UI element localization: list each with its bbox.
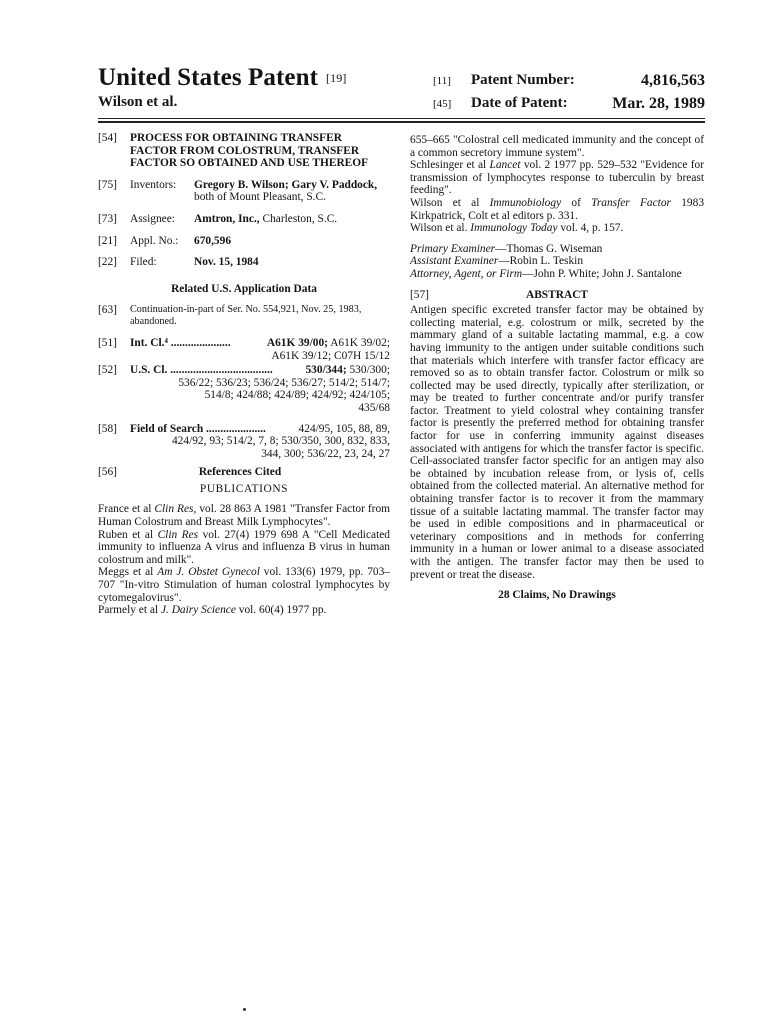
ref-details: vol. 27(4) 1979 698 A "Cell Medicated immunity to influenza A virus and influenza B virus in human colostrum and milk". [98, 528, 390, 566]
reference-item [98, 604, 390, 617]
invention-title: PROCESS FOR OBTAINING TRANSFER FACTOR FROM COLOSTRUM, TRANSFER FACTOR SO OBTAINED AND USE THEREOF [130, 132, 369, 170]
patent-number-row [433, 72, 705, 90]
assignee-label: Assignee: [130, 212, 175, 225]
patent-number-label: Patent Number: [471, 72, 575, 88]
attorney-name: —John P. White; John J. Santalone [522, 267, 682, 280]
field-of-search-label: Field of Search ..................... [130, 422, 266, 435]
field-code: [54] [98, 132, 117, 144]
filed-field [98, 256, 390, 269]
field-code: [51] [98, 336, 117, 349]
reference-item [98, 503, 390, 528]
assignee-field [98, 213, 390, 226]
ref-details: vol. 28 863 A 1981 "Transfer Factor from Human Colostrum and Breast Milk Lymphocytes". [98, 503, 390, 529]
left-column [98, 132, 390, 617]
ref-authors: France et al [98, 503, 155, 516]
field-of-search-line-1: 424/95, 105, 88, 89, [298, 422, 390, 435]
ref-authors: Ruben et al [98, 528, 158, 541]
date-of-patent: Mar. 28, 1989 [612, 95, 705, 112]
ref-details: vol. 60(4) 1977 pp. [235, 604, 327, 617]
field-code: [75] [98, 178, 117, 191]
attorney-label: Attorney, Agent, or Firm [410, 267, 523, 280]
ref-authors: Wilson et al [410, 196, 490, 209]
authors: Wilson et al. [98, 94, 178, 110]
int-cl-rest: A61K 39/02; [330, 336, 390, 349]
field-code: [56] [98, 466, 117, 479]
abstract-text: Antigen specific excreted transfer factor may be obtained by collecting material, e.g. colostrum or milk, secreted by the mammary gland of a suitable lactating mammal, e.g. a cow having immunity to the antigen under suitable conditions such that materials which interfere with transfer factor efficacy are removed so as to obtain transfer factor. Colostrum or milk so collected may be used directly, typically after sterilization, or may be treated to further concentrate and/or purify transfer factor. Treatment to yield colostral whey containing transfer factor is presently the preferred method for obtaining transfer factor for use in conferring immunity against diseases associated with antigens for which the transfer factor is specific. Cell-associated transfer factor specific for an antigen may also be obtained by incubation release from, or lysis of, cells obtained from the collected material. An alternative method for obtaining transfer factor is to recover it from the mammary tissue of a suitable lactating mammal. The transfer factor may be used in edible compositions and in pharmaceutical or veterinary compositions and in methods for conferring immunity in a human or lower animal to a disease associated with the antigen. The transfer factor may then be used to prevent or treat the disease. [410, 304, 704, 581]
continuation-field [98, 304, 390, 328]
field-code: [52] [98, 364, 117, 377]
us-cl-label: U.S. Cl. .................................... [130, 364, 273, 377]
field-of-search-line-2: 424/92, 93; 514/2, 7, 8; 530/350, 300, 832, 833, [171, 435, 390, 448]
date-of-patent-row [433, 95, 705, 113]
field-code: [73] [98, 212, 117, 225]
abstract-heading-row [410, 289, 704, 302]
ref-authors: Parmely et al [98, 604, 161, 617]
ref-details: vol. 4, p. 157. [557, 222, 624, 235]
ref-connector: of [561, 196, 592, 209]
field-code: [22] [98, 256, 117, 269]
field-code: [63] [98, 304, 117, 317]
primary-examiner-name: —Thomas G. Wiseman [495, 242, 603, 255]
field-code: [58] [98, 422, 117, 435]
reference-item [410, 222, 704, 235]
assistant-examiner-name: —Robin L. Teskin [498, 255, 584, 268]
appl-label: Appl. No.: [130, 234, 179, 247]
ref-journal: Immunobiology [489, 196, 562, 209]
ref-journal: Clin Res [157, 528, 199, 541]
reference-item: 655–665 "Colostral cell medicated immunity and the concept of a common secretory immune system". [410, 134, 704, 159]
ref-details: vol. 2 1977 pp. 529–532 "Evidence for transmission of lymphocytes response to tuberculin by breast feeding". [410, 159, 704, 197]
reference-item [98, 566, 390, 604]
field-code: [57] [410, 288, 429, 301]
us-cl-line-4: 435/68 [358, 401, 390, 414]
ref-details: vol. 133(6) 1979, pp. 703–707 "In-vitro Stimulation of human colostral lymphocytes by cytomegalovirus". [98, 566, 390, 604]
us-cl-line-3: 514/8; 424/88; 424/89; 424/92; 424/105; [204, 389, 390, 402]
field-of-search [98, 423, 390, 461]
header-rule-thin [98, 118, 705, 119]
related-application-heading: Related U.S. Application Data [171, 282, 317, 295]
inventors-field [98, 179, 390, 204]
reference-item [410, 197, 704, 222]
assistant-examiner-label: Assistant Examiner [410, 255, 499, 268]
title-code: [19] [326, 71, 347, 85]
assignee-name: Amtron, Inc., [194, 212, 260, 225]
field-code: [21] [98, 234, 117, 247]
ref-journal: J. Dairy Science [160, 604, 236, 617]
inventors-names: Gregory B. Wilson; Gary V. Paddock, [194, 178, 378, 191]
continuation-text: Continuation-in-part of Ser. No. 554,921, Nov. 25, 1983, abandoned. [130, 304, 362, 328]
reference-item [98, 529, 390, 567]
primary-examiner-label: Primary Examiner [410, 242, 496, 255]
abstract-heading: ABSTRACT [525, 288, 589, 301]
ref-journal: Lancet [489, 159, 521, 172]
us-cl-line-2: 536/22; 536/23; 536/24; 536/27; 514/2; 514/7; [178, 376, 390, 389]
references-heading-row [98, 466, 390, 479]
patent-number: 4,816,563 [641, 72, 705, 89]
application-number-field [98, 235, 390, 248]
reference-item [410, 159, 704, 197]
int-cl-rest-2: A61K 39/12; C07H 15/12 [271, 349, 390, 362]
primary-examiner [410, 243, 704, 256]
claims-summary: 28 Claims, No Drawings [498, 589, 616, 602]
patent-number-code: [11] [433, 75, 451, 87]
ref-authors: Schlesinger et al [410, 159, 490, 172]
patent-office-title [98, 64, 346, 92]
title-text: United States Patent [98, 64, 319, 91]
date-label: Date of Patent: [471, 95, 568, 111]
us-cl-field [98, 364, 390, 414]
us-cl-rest: 530/300; [349, 364, 390, 377]
ref-journal: Immunology Today [470, 222, 558, 235]
int-cl-main: A61K 39/00; [266, 336, 328, 349]
ref-authors: Wilson et al. [410, 222, 471, 235]
filed-date: Nov. 15, 1984 [194, 256, 259, 269]
ref-journal: Am J. Obstet Gynecol [157, 566, 260, 579]
int-cl-label: Int. Cl.⁴ ..................... [130, 336, 231, 349]
ref-authors: Meggs et al [98, 566, 158, 579]
ref-journal: Clin Res, [154, 503, 197, 516]
title-field [98, 132, 390, 170]
ref-title: Transfer Factor [591, 196, 671, 209]
inventors-place: both of Mount Pleasant, S.C. [194, 191, 326, 204]
int-cl-field [98, 337, 390, 362]
appl-number: 670,596 [194, 234, 232, 247]
date-code: [45] [433, 98, 452, 110]
field-of-search-line-3: 344, 300; 536/22, 23, 24, 27 [261, 447, 390, 460]
header-rule-thick [98, 121, 705, 123]
attorney [410, 268, 704, 281]
us-cl-main: 530/344; [305, 364, 347, 377]
inventors-label: Inventors: [130, 178, 177, 191]
filed-label: Filed: [130, 256, 157, 269]
scan-speck [243, 1008, 246, 1011]
right-column [410, 134, 704, 602]
assistant-examiner [410, 255, 704, 268]
ref-details: 1983 Kirkpatrick, Colt et al editors p. 331. [410, 196, 705, 222]
examiners-block [410, 243, 704, 281]
assignee-place: Charleston, S.C. [262, 212, 338, 225]
references-cited-heading: References Cited [198, 466, 282, 479]
publications-heading: PUBLICATIONS [199, 482, 289, 495]
